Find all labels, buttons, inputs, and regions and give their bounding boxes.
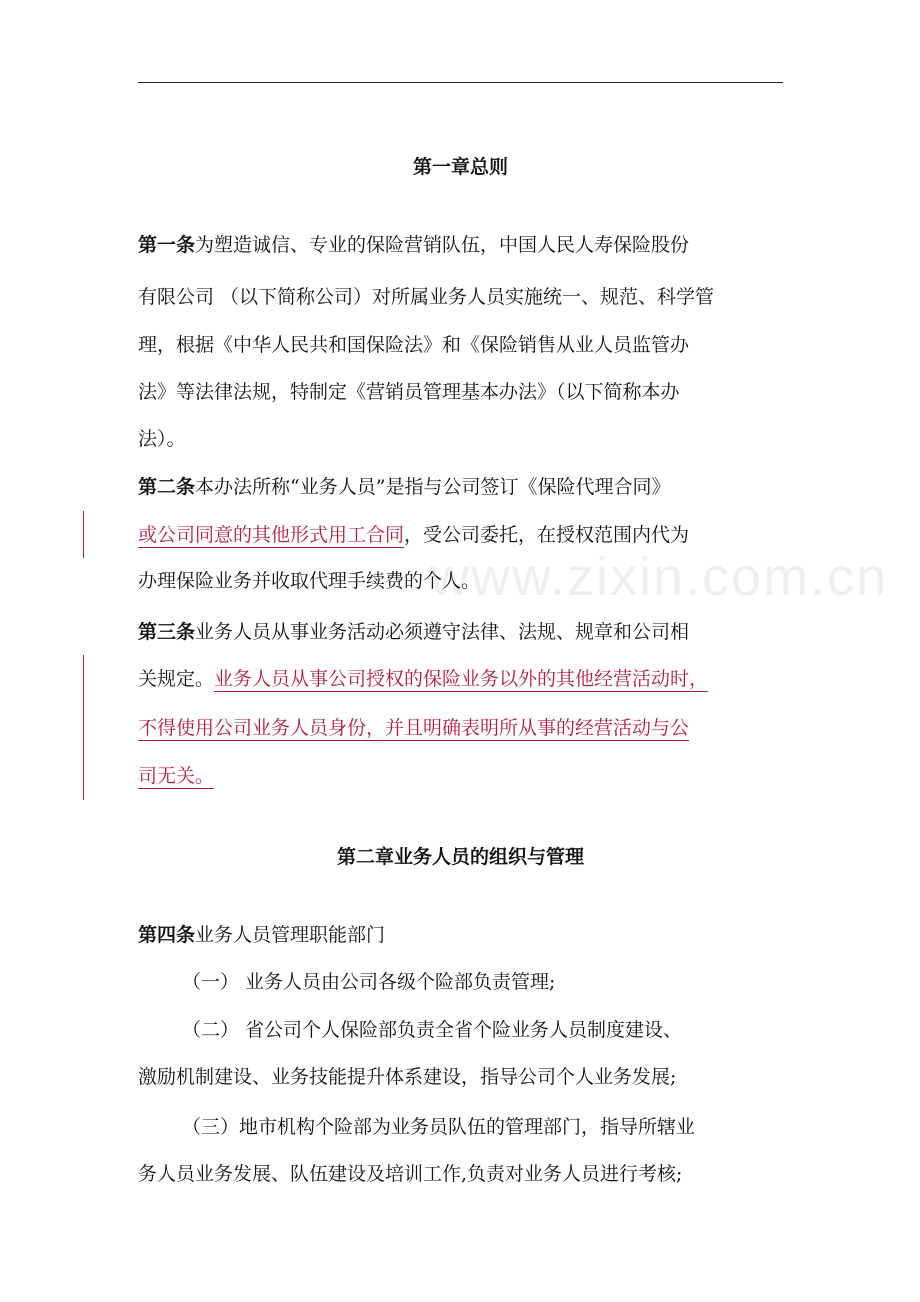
- article-4-item-3: （三）地市机构个险部为业务员队伍的管理部门，指导所辖业: [182, 1116, 696, 1138]
- article-4-item-2-cont: 激励机制建设、业务技能提升体系建设，指导公司个人业务发展;: [138, 1066, 677, 1088]
- revision-bar: [83, 511, 84, 558]
- article-3-line-1: 第三条业务人员从事业务活动必须遵守法律、法规、规章和公司相: [138, 621, 690, 643]
- revised-text: 司无关。: [138, 765, 215, 787]
- article-2-label: 第二条: [138, 476, 196, 498]
- revision-bar: [83, 655, 84, 800]
- article-3-line-3: [138, 714, 689, 742]
- article-2-line-1: 第二条本办法所称“业务人员”是指与公司签订《保险代理合同》: [138, 476, 671, 498]
- watermark-text: www.zixin.com.cn: [430, 547, 889, 607]
- article-4-item-1: （一） 业务人员由公司各级个险部负责管理;: [182, 971, 556, 993]
- article-1-line-5: 法）。: [138, 428, 186, 450]
- chapter-2-title: 第二章业务人员的组织与管理: [336, 846, 584, 868]
- article-4-label: 第四条: [138, 924, 196, 946]
- article-4-item-3-cont: 务人员业务发展、队伍建设及培训工作,负责对业务人员进行考核;: [138, 1163, 683, 1185]
- article-2-line-3: 办理保险业务并收取代理手续费的个人。: [138, 570, 481, 592]
- article-1-line-2: 有限公司 （以下简称公司）对所属业务人员实施统一、规范、科学管: [138, 286, 715, 308]
- article-1-line-4: 法》等法律法规，特制定《营销员管理基本办法》（以下简称本办: [138, 381, 680, 403]
- revised-text: 不得使用公司业务人员身份，并且明确表明所从事的经营活动与公: [138, 717, 690, 739]
- article-1-label: 第一条: [138, 234, 196, 256]
- revised-text: 或公司同意的其他形式用工合同: [138, 524, 405, 546]
- header-rule: [138, 82, 783, 83]
- article-1-line-1: 第一条为塑造诚信、专业的保险营销队伍，中国人民人寿保险股份: [138, 234, 690, 256]
- article-3-label: 第三条: [138, 621, 196, 643]
- article-1-line-3: 理，根据《中华人民共和国保险法》和《保险销售从业人员监管办: [138, 334, 690, 356]
- article-2-line-2: 或公司同意的其他形式用工合同，受公司委托，在授权范围内代为: [138, 524, 690, 546]
- revised-text: 业务人员从事公司授权的保险业务以外的其他经营活动时，: [214, 668, 709, 690]
- article-4-line-1: 第四条业务人员管理职能部门: [138, 924, 386, 946]
- article-3-line-4: [138, 762, 214, 790]
- article-3-line-2: 关规定。业务人员从事公司授权的保险业务以外的其他经营活动时，: [138, 668, 709, 690]
- chapter-1-title: 第一章总则: [412, 156, 508, 178]
- article-4-item-2: （二） 省公司个人保险部负责全省个险业务人员制度建设、: [182, 1019, 683, 1041]
